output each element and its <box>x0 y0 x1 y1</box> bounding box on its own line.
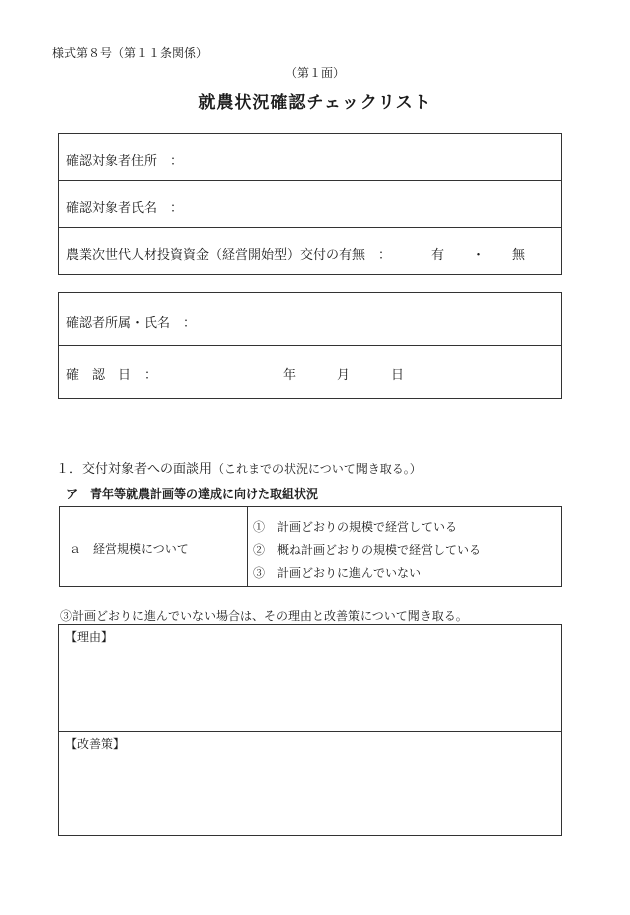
funding-status-label: 農業次世代人材投資資金（経営開始型）交付の有無 ： <box>66 248 392 263</box>
scale-option-2[interactable]: ② 概ね計画どおりの規模で経営している <box>253 543 482 557</box>
date-month-label: 月 <box>337 368 351 383</box>
funding-separator: ・ <box>472 248 486 263</box>
management-scale-label: ａ 経営規模について <box>69 542 189 556</box>
scale-option-1[interactable]: ① 計画どおりの規模で経営している <box>253 520 458 534</box>
subsection-a-heading: ア 青年等就農計画等の達成に向けた取組状況 <box>66 487 319 501</box>
subject-name-label: 確認対象者氏名 ： <box>66 201 184 216</box>
date-day-label: 日 <box>391 368 405 383</box>
confirmer-affiliation-row[interactable] <box>59 293 561 346</box>
subject-name-row[interactable] <box>59 181 561 228</box>
scale-option-3[interactable]: ③ 計画どおりに進んでいない <box>253 566 422 580</box>
subject-address-label: 確認対象者住所 ： <box>66 154 184 169</box>
subject-info-box <box>58 133 562 275</box>
funding-no-option[interactable]: 無 <box>512 248 526 263</box>
confirmation-date-label: 確 認 日 ： <box>66 368 158 383</box>
document-title: 就農状況確認チェックリスト <box>198 93 432 113</box>
management-scale-table <box>59 506 562 587</box>
reason-field[interactable] <box>58 624 562 732</box>
improvement-label: 【改善策】 <box>65 737 126 751</box>
table-divider <box>247 507 248 586</box>
follow-up-instruction: ③計画どおりに進んでいない場合は、その理由と改善策について聞き取る。 <box>60 609 468 623</box>
confirmer-info-box <box>58 292 562 399</box>
date-year-label: 年 <box>283 368 297 383</box>
section-1-title: １．交付対象者への面談用 <box>56 462 213 477</box>
section-1-heading <box>56 458 422 477</box>
funding-yes-option[interactable]: 有 <box>431 248 445 263</box>
reason-label: 【理由】 <box>65 630 114 644</box>
subject-address-row[interactable] <box>59 134 561 181</box>
improvement-field[interactable] <box>58 731 562 836</box>
confirmation-date-row[interactable] <box>59 346 561 398</box>
section-1-note: （これまでの状況について聞き取る。） <box>212 462 422 476</box>
page-indicator: （第１面） <box>284 66 345 80</box>
funding-status-row <box>59 228 561 274</box>
form-number: 様式第８号（第１１条関係） <box>52 46 209 60</box>
confirmer-affiliation-label: 確認者所属・氏名 ： <box>66 316 197 331</box>
